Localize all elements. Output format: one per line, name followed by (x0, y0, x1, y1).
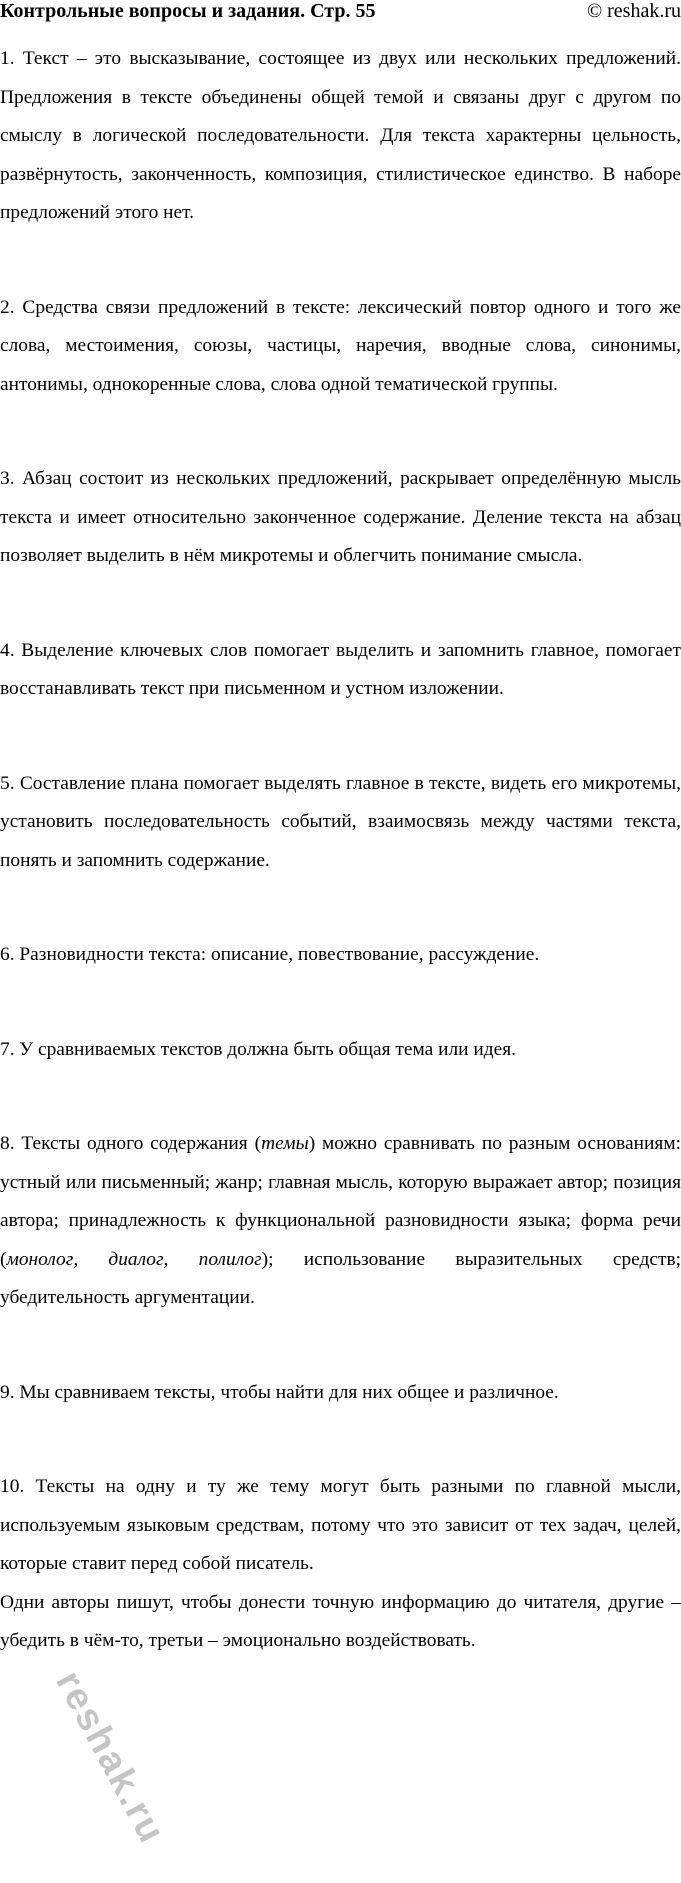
answer-10: 10. Тексты на одну и ту же тему могут быть разными по главной мысли, используемым языковым средствам, потому что это зависит от тех задач, целей, которые ставит перед собой писатель. (0, 1476, 681, 1574)
page-title: Контрольные вопросы и задания. Стр. 55 (0, 0, 376, 22)
answer-4: 4. Выделение ключевых слов помогает выделить и запомнить главное, помогает восстанавливать текст при письменном и устном изложении. (0, 639, 681, 699)
site-credit: © reshak.ru (586, 0, 681, 22)
answer-5: 5. Составление плана помогает выделять главное в тексте, видеть его микротемы, установить последовательность событий, взаимосвязь между частями текста, понять и запомнить содержание. (0, 772, 681, 871)
answer-6: 6. Разновидности текста: описание, повествование, рассуждение. (0, 944, 540, 965)
answer-8-part-2: ) можно сравнивать по разным основаниям: устный или письменный; жанр; главная мысль, которую выражает автор; позиция автора; принадлежность к функциональной разновидности языка; форма речи ( (0, 1133, 681, 1270)
answer-7: 7. У сравниваемых текстов должна быть общая тема или идея. (0, 1038, 516, 1060)
answer-8-italic-1: темы (261, 1133, 309, 1154)
answers-list (0, 40, 681, 1661)
answer-10-continuation: Одни авторы пишут, чтобы донести точную информацию до читателя, другие – убедить в чём-то, третьи – эмоционально воздействовать. (0, 1591, 681, 1651)
answer-1: 1. Текст – это высказывание, состоящее из двух или нескольких предложений. Предложения в тексте объединены общей темой и связаны друг с другом по смыслу в логической последовательности. Для текста характерны цельность, развёрнутость, законченность, композиция, стилистическое единство. В наборе предложений этого нет. (0, 48, 681, 223)
answer-8-part-1: 8. Тексты одного содержания ( (0, 1133, 262, 1154)
answer-8-italic-2: монолог, диалог, полилог (6, 1248, 262, 1270)
answer-8 (0, 1125, 681, 1318)
page-header (0, 0, 681, 26)
answer-8-part-3: ); использование выразительных средств; убедительность аргументации. (0, 1248, 681, 1308)
answer-2: 2. Средства связи предложений в тексте: лексический повтор одного и того же слова, местоимения, союзы, частицы, наречия, вводные слова, синонимы, антонимы, однокоренные слова, слова одной тематической группы. (0, 296, 681, 395)
answer-9: 9. Мы сравниваем тексты, чтобы найти для них общее и различное. (0, 1381, 559, 1403)
answer-3: 3. Абзац состоит из нескольких предложений, раскрывает определённую мысль текста и имеет относительно законченное содержание. Деление текста на абзац позволяет выделить в нём микротемы и облегчить понимание смысла. (0, 468, 681, 566)
watermark-logo: reshak.ru (47, 1664, 174, 1851)
